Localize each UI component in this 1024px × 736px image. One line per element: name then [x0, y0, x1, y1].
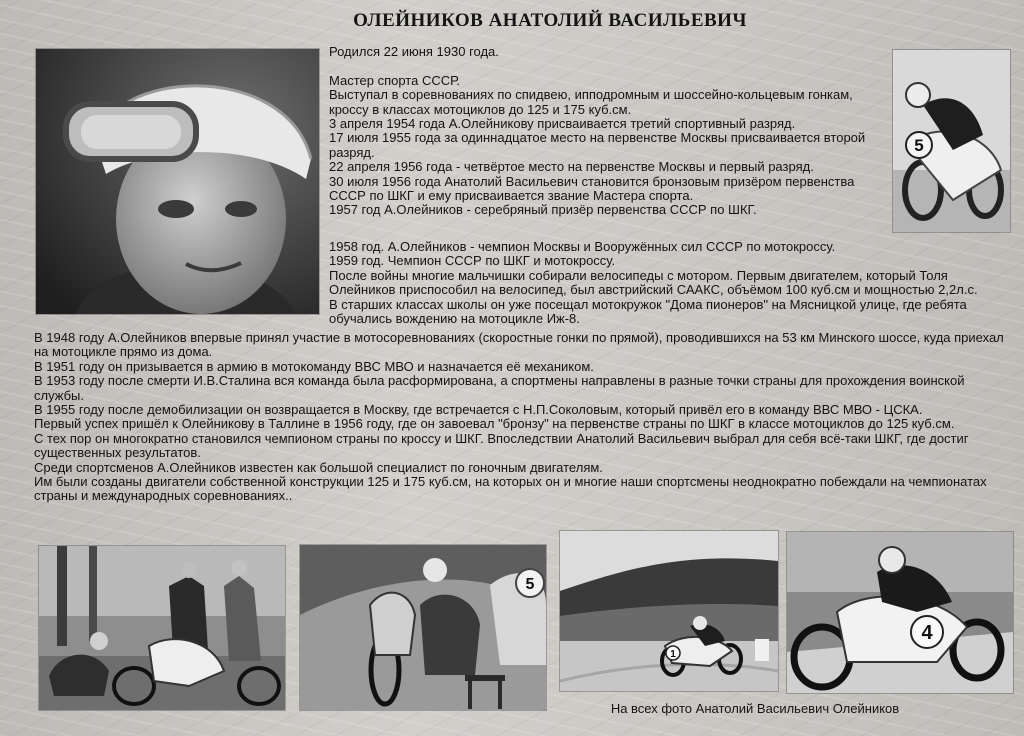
- biography-continued: 1958 год. А.Олейников - чемпион Москвы и Вооружённых сил СССР по мотокроссу. 1959 год. Чемпион СССР по ШКГ и мотокроссу. После войны многие мальчишки собирали велосипеды с мотором. Первым двигателем, который Толя Олейников приспособил на велосипед, был австрийский СААКС, объёмом 100 куб.см и мощностью 2,2л.с. В старших классах школы он уже посещал мотокружок "Дома пионеров" на Мясницкой улице, где ребята обучались вождению на мотоцикле Иж-8.: [329, 239, 978, 327]
- race-number-label: 1: [670, 649, 676, 660]
- photo-mechanic-workshop: [300, 545, 546, 710]
- race-number-label: 4: [921, 622, 933, 644]
- racer-photo-top-right: [893, 50, 1010, 232]
- portrait-image: [36, 49, 319, 314]
- mechanics-image: [39, 546, 285, 710]
- page-title: ОЛЕЙНИКОВ АНАТОЛИЙ ВАСИЛЬЕВИЧ: [353, 10, 747, 31]
- photo-mechanics-outdoors: [39, 546, 285, 710]
- biography-main: В 1948 году А.Олейников впервые принял участие в мотосоревнованиях (скоростные гонки по прямой), проводившихся на 53 км Минского шоссе, куда приехал на мотоцикле прямо из дома. В 1951 году он призывается в армию в мотокоманду ВВС МВО и назначается её механиком. В 1953 году после смерти И.В.Сталина вся команда была расформирована, а спортмены направлены в разные точки страны для прохождения воинской службы. В 1955 году после демобилизации он возвращается в Москву, где встречается с Н.П.Соколовым, который привёл его в команду ВВС МВО - ЦСКА. Первый успех пришёл к Олейникову в Таллине в 1956 году, где он завоевал "бронзу" на первенстве страны по ШКГ в классе мотоциклов до 125 куб.см. С тех пор он многократно становился чемпионом страны по кроссу и ШКГ. Впоследствии Анатолий Васильевич выбрал для себя всё-таки ШКГ, где достиг существенных результатов. Среди спортсменов А.Олейников известен как большой специалист по гоночным двигателям. Им были созданы двигатели собственной конструкции 125 и 175 куб.см, на которых он и многие наши спортсмены неоднократно побеждали на чемпионатах страны и международных соревнованиях..: [34, 330, 1004, 504]
- workshop-image: [300, 545, 546, 710]
- racer-image: [893, 50, 1010, 232]
- racer-closeup-image: [787, 532, 1013, 693]
- photo-race-track: [560, 531, 778, 691]
- photo-racer-closeup: [787, 532, 1013, 693]
- race-track-image: [560, 531, 778, 691]
- race-number-label: 5: [914, 136, 924, 155]
- photo-caption: На всех фото Анатолий Васильевич Олейников: [610, 701, 900, 716]
- portrait-photo: [36, 49, 319, 314]
- biography-intro: Родился 22 июня 1930 года. Мастер спорта СССР. Выступал в соревнованиях по спидвею, ипподромным и шоссейно-кольцевым гонкам, кроссу в классах мотоциклов до 125 и 175 куб.см. 3 апреля 1954 года А.Олейникову присваивается третий спортивный разряд. 17 июля 1955 года за одиннадцатое место на первенстве Москвы присваивается второй разряд. 22 апреля 1956 года - четвёртое место на первенстве Москвы и первый разряд. 30 июля 1956 года Анатолий Васильевич становится бронзовым призёром первенства СССР по ШКГ и ему присваивается звание Мастера спорта. 1957 год А.Олейников - серебряный призёр первенства СССР по ШКГ.: [329, 44, 866, 218]
- race-number-label: 5: [525, 576, 535, 593]
